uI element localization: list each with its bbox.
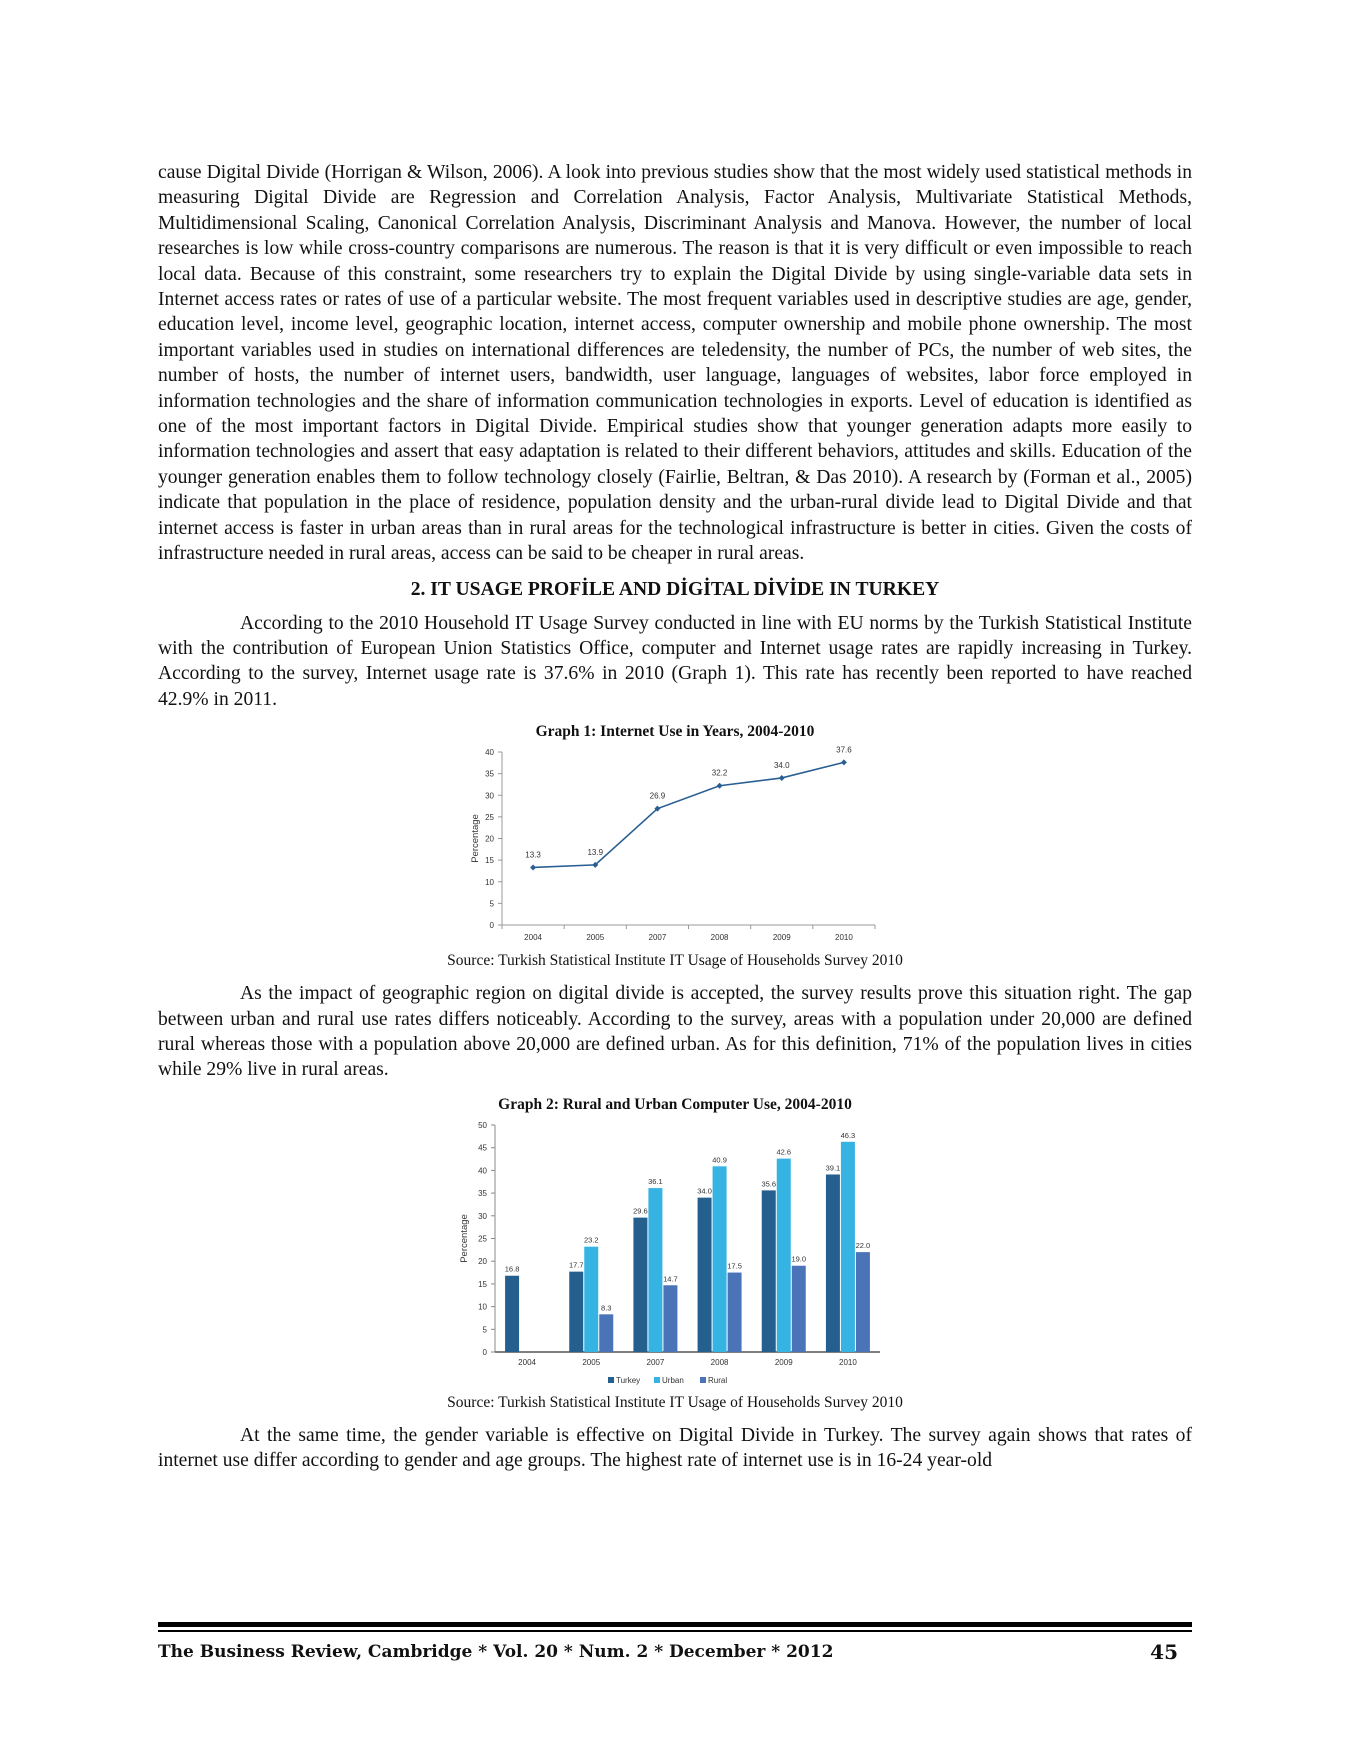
series-line (533, 763, 844, 868)
bar-turkey (826, 1174, 840, 1352)
bar-urban (584, 1246, 598, 1351)
bar-rural (728, 1272, 742, 1351)
bar-label: 42.6 (776, 1147, 792, 1157)
x-tick-label: 2008 (710, 933, 729, 943)
data-label: 13.9 (587, 848, 604, 858)
bar-rural (856, 1252, 870, 1352)
y-tick-label: 40 (478, 1166, 487, 1176)
bar-label: 36.1 (648, 1176, 663, 1186)
x-tick-label: 2007 (648, 933, 667, 943)
graph-1-caption: Graph 1: Internet Use in Years, 2004-2010 (535, 723, 815, 741)
bar-rural (663, 1285, 677, 1352)
y-tick-label: 20 (485, 834, 494, 844)
page-content (158, 160, 1192, 1474)
graph-2-source: Source: Turkish Statistical Institute IT Usage of Households Survey 2010 (447, 1393, 903, 1411)
graph-2-caption: Graph 2: Rural and Urban Computer Use, 2004-2010 (498, 1095, 852, 1113)
x-tick-label: 2004 (524, 933, 542, 943)
bar-label: 17.5 (727, 1261, 742, 1271)
bar-turkey (633, 1217, 647, 1351)
y-tick-label: 5 (489, 899, 494, 909)
data-point (530, 865, 536, 871)
graph-2-bar-chart (455, 1115, 895, 1393)
x-tick-label: 2005 (586, 933, 605, 943)
x-tick-label: 2008 (710, 1357, 729, 1367)
bar-label: 8.3 (601, 1303, 612, 1313)
bar-turkey (762, 1190, 776, 1352)
legend-label-rural: Rural (708, 1375, 728, 1385)
y-tick-label: 40 (485, 748, 494, 758)
bar-label: 40.9 (712, 1155, 727, 1165)
page-footer (158, 1640, 1192, 1668)
footer-rule-thin (158, 1630, 1192, 1632)
data-point (717, 783, 723, 789)
bar-rural (792, 1265, 806, 1351)
data-label: 37.6 (836, 745, 852, 755)
legend-label-turkey: Turkey (616, 1375, 641, 1385)
bar-label: 46.3 (840, 1130, 856, 1140)
legend-swatch-urban (654, 1377, 660, 1383)
data-label: 32.2 (711, 768, 728, 778)
paragraph-2: According to the 2010 Household IT Usage Survey conducted in line with EU norms by the Turkish Statistical Institute with the contribution of European Union Statistics Office, computer and Internet usage rates are rapidly increasing in Turkey. According to the survey, Internet usage rate is 37.6% in 2010 (Graph 1). This rate has recently been reported to have reached 42.9% in 2011. (158, 612, 1192, 710)
footer-rule-thick (158, 1622, 1192, 1627)
y-tick-label: 10 (478, 1302, 487, 1312)
legend-swatch-turkey (608, 1377, 614, 1383)
data-label: 13.3 (525, 850, 541, 860)
bar-urban (648, 1188, 662, 1352)
x-tick-label: 2010 (839, 1357, 857, 1367)
bar-label: 16.8 (504, 1264, 520, 1274)
y-tick-label: 5 (482, 1325, 487, 1335)
y-tick-label: 30 (485, 791, 494, 801)
data-point (841, 760, 847, 766)
y-tick-label: 15 (485, 856, 494, 866)
y-tick-label: 50 (478, 1120, 487, 1130)
bar-label: 29.6 (633, 1206, 648, 1216)
x-tick-label: 2007 (646, 1357, 665, 1367)
bar-label: 22.0 (855, 1240, 871, 1250)
legend-swatch-rural (700, 1377, 706, 1383)
bar-label: 34.0 (697, 1186, 712, 1196)
y-tick-label: 30 (478, 1211, 487, 1221)
x-tick-label: 2004 (518, 1357, 536, 1367)
y-tick-label: 0 (482, 1347, 487, 1357)
data-point (779, 775, 785, 781)
paragraph-4: At the same time, the gender variable is effective on Digital Divide in Turkey. The survey again shows that rates of internet use differ according to gender and age groups. The highest rate of internet use is in 16-24 year-old (158, 1424, 1192, 1472)
bar-urban (713, 1166, 727, 1352)
y-tick-label: 15 (478, 1279, 487, 1289)
bar-urban (777, 1158, 791, 1351)
y-tick-label: 45 (478, 1143, 487, 1153)
y-axis-label: Percentage (470, 814, 481, 863)
legend-label-urban: Urban (662, 1375, 684, 1385)
graph-1-line-chart (460, 742, 890, 947)
footer-page-number: 45 (1150, 1640, 1178, 1664)
bar-label: 39.1 (825, 1163, 841, 1173)
data-label: 26.9 (649, 791, 666, 801)
x-tick-label: 2009 (772, 933, 791, 943)
x-tick-label: 2009 (774, 1357, 793, 1367)
graph-1-source: Source: Turkish Statistical Institute IT Usage of Households Survey 2010 (447, 952, 903, 970)
bar-label: 19.0 (791, 1254, 807, 1264)
bar-turkey (505, 1275, 519, 1351)
data-label: 34.0 (773, 761, 790, 771)
bar-urban (841, 1142, 855, 1352)
y-tick-label: 35 (478, 1188, 487, 1198)
x-tick-label: 2005 (582, 1357, 601, 1367)
y-tick-label: 20 (478, 1256, 487, 1266)
paragraph-3: As the impact of geographic region on digital divide is accepted, the survey results prove this situation right. The gap between urban and rural use rates differs noticeably. According to the survey, areas with a population under 20,000 are defined rural whereas those with a population above 20,000 are defined urban. As for this definition, 71% of the population lives in cities while 29% live in rural areas. (158, 983, 1192, 1081)
y-tick-label: 10 (485, 877, 494, 887)
y-tick-label: 25 (485, 813, 494, 822)
y-tick-label: 25 (478, 1234, 487, 1244)
section-heading: 2. IT USAGE PROFİLE AND DİGİTAL DİVİDE IN TURKEY (410, 578, 940, 600)
bar-label: 17.7 (568, 1260, 584, 1270)
bar-turkey (569, 1271, 583, 1351)
bar-label: 23.2 (583, 1235, 599, 1245)
bar-label: 35.6 (761, 1179, 777, 1189)
y-tick-label: 35 (485, 769, 494, 779)
figure-graph-2 (158, 1095, 1192, 1413)
y-tick-label: 0 (489, 921, 494, 931)
y-axis-label: Percentage (459, 1213, 470, 1263)
bar-turkey (698, 1197, 712, 1351)
figure-graph-1 (158, 722, 1192, 971)
x-tick-label: 2010 (835, 933, 853, 943)
bar-label: 14.7 (663, 1274, 678, 1284)
bar-rural (599, 1314, 613, 1352)
paragraph-1: cause Digital Divide (Horrigan & Wilson, 2006). A look into previous studies show that the most widely used statistical methods in measuring Digital Divide are Regression and Correlation Analysis, Factor Analysis, Multivariate Statistical Methods, Multidimensional Scaling, Canonical Correlation Analysis, Discriminant Analysis and Manova. However, the number of local researches is low while cross-country comparisons are numerous. The reason is that it is very difficult or even impossible to reach local data. Because of this constraint, some researchers try to explain the Digital Divide by using single-variable data sets in Internet access rates or rates of use of a particular website. The most frequent variables used in descriptive studies are age, gender, education level, income level, geographic location, internet access, computer ownership and mobile phone ownership. The most important variables used in studies on international differences are teledensity, the number of PCs, the number of web sites, the number of hosts, the number of internet users, bandwidth, user language, languages of websites, labor force employed in information technologies and the share of information communication technologies in exports. Level of education is identified as one of the most important factors in Digital Divide. Empirical studies show that younger generation adapts more easily to information technologies and assert that easy adaptation is related to their different behaviors, attitudes and skills. Education of the younger generation enables them to follow technology closely (Fairlie, Beltran, & Das 2010). A research by (Forman et al., 2005) indicate that population in the place of residence, population density and the urban-rural divide lead to Digital Divide and that internet access is faster in urban areas than in rural areas for the technological infrastructure is better in cities. Given the costs of infrastructure needed in rural areas, access can be said to be cheaper in rural areas. (158, 162, 1192, 565)
footer-journal: The Business Review, Cambridge * Vol. 20 * Num. 2 * December * 2012 (158, 1642, 834, 1662)
